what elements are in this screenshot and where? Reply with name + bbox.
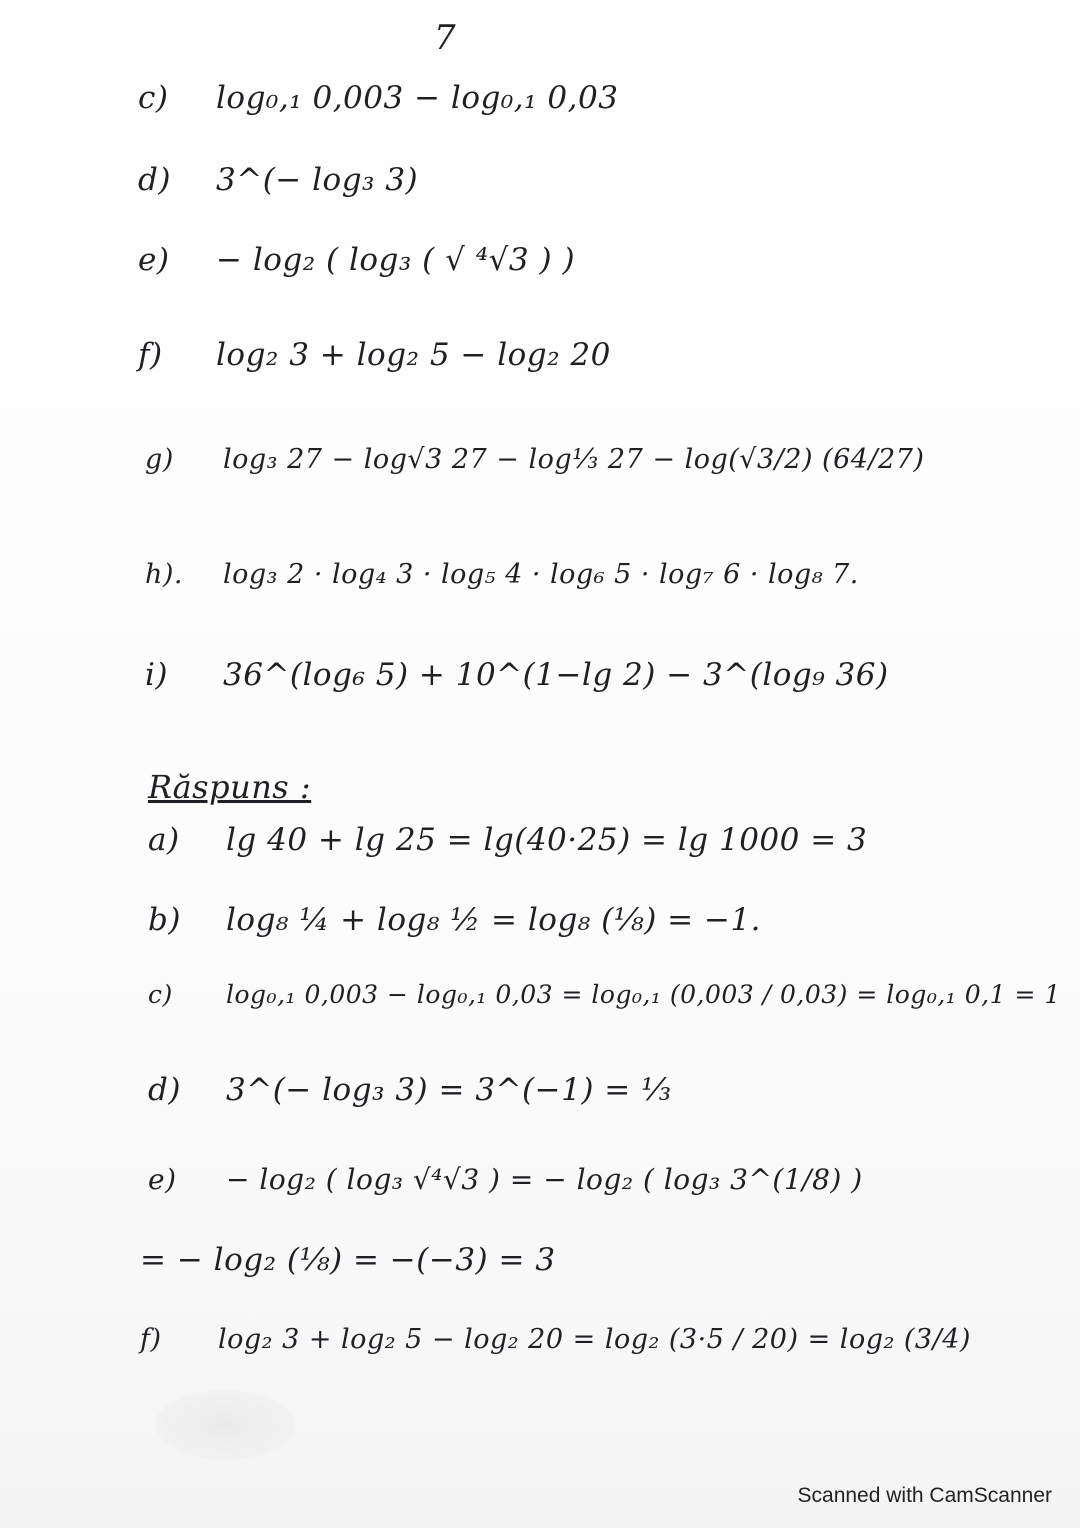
answer-expr: lg 40 + lg 25 = lg(40·25) = lg 1000 = 3 [226, 822, 868, 858]
exercise-f [138, 335, 611, 375]
exercise-expr: log₃ 27 − log√3 27 − log⅓ 27 − log(√3/2) (64/27) [223, 444, 925, 475]
answer-label: f) [140, 1324, 162, 1355]
exercise-expr: log₀,₁ 0,003 − log₀,₁ 0,03 [216, 80, 619, 116]
exercise-i [145, 655, 889, 695]
answer-expr: = − log₂ (⅛) = −(−3) = 3 [140, 1242, 556, 1278]
answer-label: c) [148, 980, 173, 1009]
exercise-expr: 3^(− log₃ 3) [216, 162, 419, 198]
answer-expr: 3^(− log₃ 3) = 3^(−1) = ⅓ [226, 1072, 672, 1108]
answer-f [140, 1320, 971, 1360]
exercise-g [145, 440, 924, 480]
paper-smudge [155, 1390, 295, 1460]
exercise-label: d) [138, 162, 171, 198]
exercise-c [138, 78, 618, 118]
answer-a [148, 820, 867, 860]
answer-e-continued [140, 1240, 556, 1280]
exercise-expr: − log₂ ( log₃ ( √ ⁴√3 ) ) [216, 242, 576, 278]
exercise-expr: log₃ 2 · log₄ 3 · log₅ 4 · log₆ 5 · log₇ 6 · log₈ 7. [223, 559, 859, 590]
answer-label: d) [148, 1072, 181, 1108]
answer-b [148, 900, 761, 940]
answer-d [148, 1070, 672, 1110]
answers-heading: Răspuns : [148, 768, 312, 806]
answer-c [148, 975, 1061, 1015]
answer-expr: log₀,₁ 0,003 − log₀,₁ 0,03 = log₀,₁ (0,003 / 0,03) = log₀,₁ 0,1 = 1 [226, 980, 1061, 1009]
exercise-d [138, 160, 418, 200]
scanner-watermark: Scanned with CamScanner [797, 1484, 1052, 1507]
exercise-label: c) [138, 80, 169, 116]
answer-expr: log₈ ¼ + log₈ ½ = log₈ (⅛) = −1. [226, 902, 762, 938]
answer-e [148, 1160, 863, 1200]
answer-expr: log₂ 3 + log₂ 5 − log₂ 20 = log₂ (3·5 / 20) = log₂ (3/4) [218, 1324, 971, 1355]
page-number: 7 [434, 18, 457, 58]
answer-label: e) [148, 1163, 177, 1196]
exercise-label: f) [138, 337, 163, 373]
exercise-expr: 36^(log₆ 5) + 10^(1−lg 2) − 3^(log₉ 36) [223, 657, 889, 693]
exercise-label: g) [145, 444, 174, 475]
exercise-e [138, 240, 575, 280]
exercise-label: h). [145, 559, 184, 590]
answer-label: a) [148, 822, 180, 858]
exercise-label: e) [138, 242, 170, 278]
exercise-label: i) [145, 657, 169, 693]
exercise-expr: log₂ 3 + log₂ 5 − log₂ 20 [216, 337, 611, 373]
answer-label: b) [148, 902, 181, 938]
answer-expr: − log₂ ( log₃ √⁴√3 ) = − log₂ ( log₃ 3^(1/8) ) [226, 1163, 863, 1196]
exercise-h [145, 555, 859, 595]
